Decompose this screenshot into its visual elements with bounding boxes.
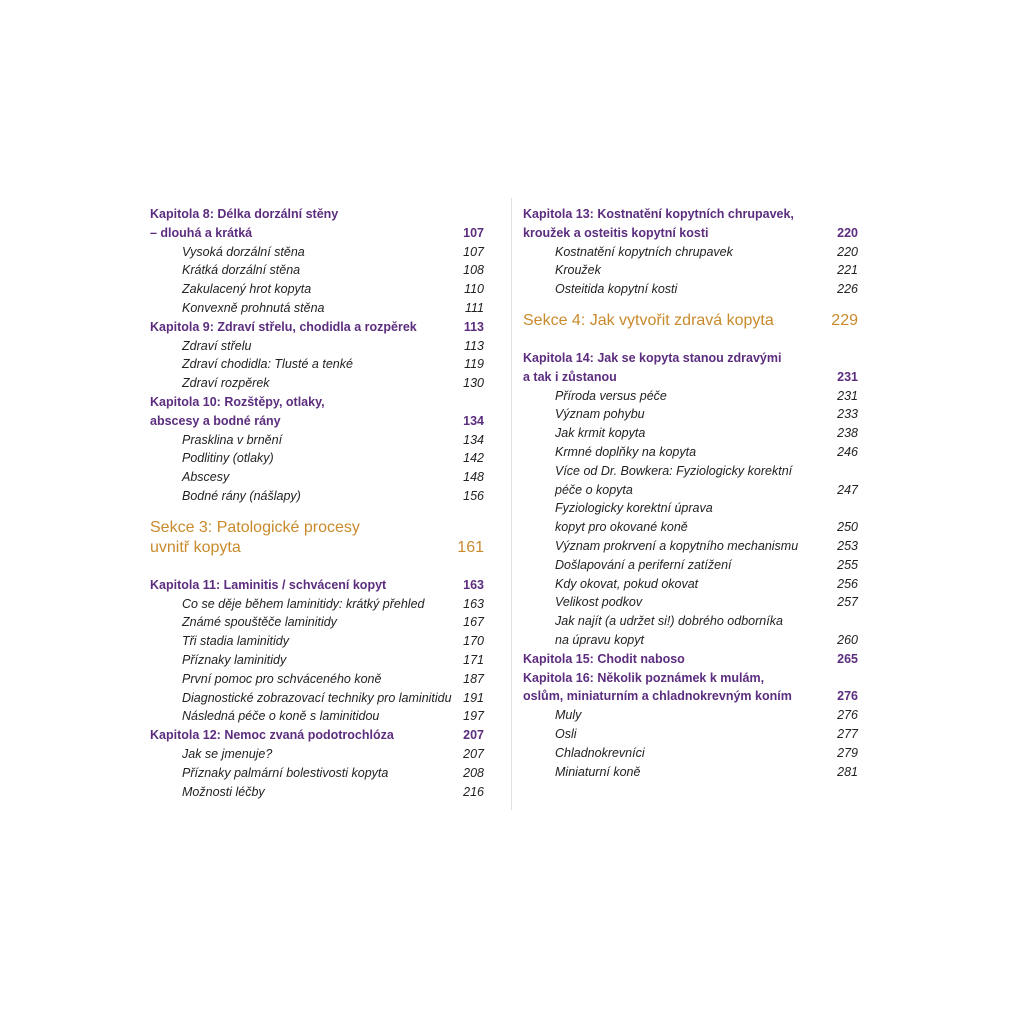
entry-label: Význam pohybu bbox=[555, 407, 645, 422]
entry-page: 148 bbox=[463, 470, 484, 485]
toc-entry bbox=[150, 431, 484, 450]
chapter-page: 163 bbox=[463, 577, 484, 592]
entry-label: Podlitiny (otlaky) bbox=[182, 451, 274, 466]
chapter-page: 207 bbox=[463, 728, 484, 743]
chapter-16 bbox=[523, 669, 858, 707]
section-title: Sekce 4: Jak vytvořit zdravá kopyta bbox=[523, 311, 774, 329]
entry-label: Příznaky palmární bolestivosti kopyta bbox=[182, 765, 389, 780]
chapter-page: 265 bbox=[837, 651, 858, 666]
toc-column-left bbox=[150, 205, 484, 801]
entry-label: Diagnostické zobrazovací techniky pro laminitidu bbox=[182, 690, 452, 705]
entry-page: 156 bbox=[463, 488, 484, 503]
toc-entry bbox=[150, 280, 484, 299]
chapter-page: 220 bbox=[837, 225, 858, 240]
entry-page: 107 bbox=[463, 244, 484, 259]
entry-label: Co se děje během laminitidy: krátký přehled bbox=[182, 596, 425, 611]
entry-label: Prasklina v brnění bbox=[182, 432, 283, 447]
entry-label: Osteitida kopytní kosti bbox=[555, 282, 678, 297]
entry-label: Tři stadia laminitidy bbox=[182, 634, 289, 649]
entry-label: Miniaturní koně bbox=[555, 764, 641, 779]
toc-entry bbox=[523, 443, 858, 462]
entry-label: Zdraví chodidla: Tlusté a tenké bbox=[182, 357, 353, 372]
entry-page: 111 bbox=[464, 300, 484, 315]
entry-label: Zdraví střelu bbox=[182, 338, 252, 353]
entry-label: Došlapování a periferní zatížení bbox=[555, 557, 732, 572]
entry-label: Zdraví rozpěrek bbox=[182, 376, 270, 391]
entry-label: Chladnokrevníci bbox=[555, 745, 645, 760]
toc-entry bbox=[150, 745, 484, 764]
entry-page: 257 bbox=[837, 595, 858, 610]
entry-label: Osli bbox=[555, 726, 577, 741]
entry-label: Jak se jmenuje? bbox=[182, 746, 273, 761]
entry-label: Možnosti léčby bbox=[182, 784, 265, 799]
toc-entry bbox=[150, 487, 484, 506]
toc-entry bbox=[150, 374, 484, 393]
toc-entry-multiline bbox=[523, 499, 858, 537]
entry-label: Kostnatění kopytních chrupavek bbox=[555, 244, 733, 259]
chapter-title-cont: a tak i zůstanou bbox=[523, 369, 617, 384]
entry-label: Muly bbox=[555, 708, 582, 723]
entry-page: 170 bbox=[463, 634, 484, 649]
entry-page: 197 bbox=[463, 709, 484, 724]
entry-label: Význam prokrvení a kopytního mechanismu bbox=[555, 538, 799, 553]
entry-label: Následná péče o koně s laminitidou bbox=[182, 709, 380, 724]
entry-label: Velikost podkov bbox=[555, 595, 643, 610]
entry-page: 246 bbox=[837, 444, 858, 459]
column-divider bbox=[511, 198, 512, 810]
section-page: 161 bbox=[457, 538, 484, 556]
chapter-page: 276 bbox=[837, 689, 858, 704]
entry-label: Krátká dorzální stěna bbox=[182, 263, 301, 278]
toc-entry bbox=[150, 299, 484, 318]
chapter-14 bbox=[523, 349, 858, 387]
entry-page: 167 bbox=[463, 615, 484, 630]
entry-page: 255 bbox=[837, 557, 858, 572]
section-3 bbox=[150, 518, 484, 558]
toc-entry bbox=[523, 706, 858, 725]
entry-page: 171 bbox=[463, 652, 484, 667]
entry-label: Kroužek bbox=[555, 263, 601, 278]
entry-page: 207 bbox=[463, 746, 484, 761]
chapter-15 bbox=[523, 650, 858, 669]
entry-page: 142 bbox=[463, 451, 484, 466]
entry-label: Kdy okovat, pokud okovat bbox=[555, 576, 699, 591]
entry-page: 134 bbox=[463, 432, 484, 447]
entry-label: První pomoc pro schváceného koně bbox=[182, 671, 382, 686]
entry-label: Jak najít (a udržet si!) dobrého odborníka bbox=[555, 614, 783, 629]
section-page: 229 bbox=[831, 311, 858, 329]
entry-page: 277 bbox=[837, 726, 858, 741]
toc-entry bbox=[150, 613, 484, 632]
chapter-13 bbox=[523, 205, 858, 243]
chapter-8 bbox=[150, 205, 484, 243]
toc-entry bbox=[150, 783, 484, 802]
entry-page: 191 bbox=[463, 690, 484, 705]
entry-label-cont: kopyt pro okované koně bbox=[555, 520, 688, 535]
entry-page: 221 bbox=[837, 263, 858, 278]
chapter-title: Kapitola 16: Několik poznámek k mulám, bbox=[523, 670, 765, 685]
toc-entry bbox=[150, 468, 484, 487]
entry-page: 216 bbox=[463, 784, 484, 799]
entry-label: Více od Dr. Bowkera: Fyziologicky korektní bbox=[555, 463, 793, 478]
section-title: Sekce 3: Patologické procesy bbox=[150, 518, 360, 536]
chapter-title: Kapitola 9: Zdraví střelu, chodidla a rozpěrek bbox=[150, 319, 417, 334]
entry-page: 226 bbox=[837, 282, 858, 297]
entry-page: 253 bbox=[837, 538, 858, 553]
chapter-title-cont: – dlouhá a krátká bbox=[150, 225, 253, 240]
chapter-12 bbox=[150, 726, 484, 745]
chapter-10 bbox=[150, 393, 484, 431]
entry-page: 113 bbox=[464, 338, 484, 353]
entry-page: 130 bbox=[463, 376, 484, 391]
entry-label: Abscesy bbox=[182, 470, 230, 485]
chapter-title-cont: kroužek a osteitis kopytní kosti bbox=[523, 225, 709, 240]
entry-page: 279 bbox=[837, 745, 858, 760]
toc-entry bbox=[150, 337, 484, 356]
entry-label: Příznaky laminitidy bbox=[182, 652, 287, 667]
entry-page: 187 bbox=[463, 671, 484, 686]
entry-label: Známé spouštěče laminitidy bbox=[182, 615, 337, 630]
entry-page: 260 bbox=[837, 632, 858, 647]
entry-page: 119 bbox=[464, 357, 484, 372]
toc-entry bbox=[523, 763, 858, 782]
entry-page: 256 bbox=[837, 576, 858, 591]
toc-entry-multiline bbox=[523, 612, 858, 650]
entry-page: 163 bbox=[463, 596, 484, 611]
entry-label: Fyziologicky korektní úprava bbox=[555, 501, 713, 516]
chapter-title: Kapitola 13: Kostnatění kopytních chrupavek, bbox=[523, 207, 794, 221]
toc-entry bbox=[523, 424, 858, 443]
chapter-title: Kapitola 12: Nemoc zvaná podotrochlóza bbox=[150, 728, 394, 743]
chapter-page: 107 bbox=[463, 225, 484, 240]
chapter-title: Kapitola 8: Délka dorzální stěny bbox=[150, 207, 339, 221]
entry-label: Vysoká dorzální stěna bbox=[182, 244, 305, 259]
entry-label-cont: na úpravu kopyt bbox=[555, 632, 644, 647]
chapter-page: 231 bbox=[837, 369, 858, 384]
toc-entry bbox=[150, 670, 484, 689]
toc-entry bbox=[150, 449, 484, 468]
entry-page: 220 bbox=[837, 244, 858, 259]
toc-entry bbox=[150, 764, 484, 783]
entry-page: 247 bbox=[837, 482, 858, 497]
toc-entry bbox=[523, 280, 858, 299]
entry-page: 276 bbox=[837, 708, 858, 723]
toc-entry bbox=[523, 261, 858, 280]
chapter-title-cont: oslům, miniaturním a chladnokrevným koním bbox=[523, 689, 792, 704]
entry-label-cont: péče o kopyta bbox=[555, 482, 633, 497]
toc-entry bbox=[150, 651, 484, 670]
toc-entry bbox=[523, 593, 858, 612]
entry-label: Příroda versus péče bbox=[555, 388, 667, 403]
toc-entry bbox=[523, 387, 858, 406]
toc-entry bbox=[150, 632, 484, 651]
entry-page: 233 bbox=[837, 407, 858, 422]
entry-page: 110 bbox=[464, 282, 484, 297]
chapter-title-cont: abscesy a bodné rány bbox=[150, 413, 281, 428]
toc-entry bbox=[523, 537, 858, 556]
toc-entry bbox=[150, 261, 484, 280]
toc-entry bbox=[523, 556, 858, 575]
entry-label: Konvexně prohnutá stěna bbox=[182, 300, 325, 315]
entry-label: Krmné doplňky na kopyta bbox=[555, 444, 697, 459]
chapter-page: 134 bbox=[463, 413, 484, 428]
chapter-9 bbox=[150, 318, 484, 337]
chapter-title: Kapitola 15: Chodit naboso bbox=[523, 651, 685, 666]
entry-page: 238 bbox=[837, 426, 858, 441]
entry-page: 231 bbox=[837, 388, 858, 403]
entry-label: Jak krmit kopyta bbox=[555, 426, 646, 441]
toc-entry bbox=[150, 689, 484, 708]
toc-entry bbox=[150, 243, 484, 262]
entry-page: 281 bbox=[837, 764, 858, 779]
chapter-title: Kapitola 11: Laminitis / schvácení kopyt bbox=[150, 577, 387, 592]
entry-label: Bodné rány (nášlapy) bbox=[182, 488, 301, 503]
toc-entry-multiline bbox=[523, 462, 858, 500]
entry-page: 208 bbox=[463, 765, 484, 780]
toc-entry bbox=[523, 744, 858, 763]
chapter-title: Kapitola 10: Rozštěpy, otlaky, bbox=[150, 394, 325, 409]
chapter-11 bbox=[150, 576, 484, 595]
chapter-page: 113 bbox=[463, 319, 484, 334]
section-4 bbox=[523, 311, 858, 331]
chapter-title: Kapitola 14: Jak se kopyta stanou zdravými bbox=[523, 350, 782, 365]
entry-label: Zakulacený hrot kopyta bbox=[182, 282, 312, 297]
toc-entry bbox=[523, 405, 858, 424]
toc-entry bbox=[523, 243, 858, 262]
toc-entry bbox=[150, 707, 484, 726]
toc-entry bbox=[150, 595, 484, 614]
toc-column-right bbox=[523, 205, 858, 781]
section-title-cont: uvnitř kopyta bbox=[150, 538, 241, 556]
toc-entry bbox=[150, 355, 484, 374]
entry-page: 108 bbox=[463, 263, 484, 278]
toc-entry bbox=[523, 575, 858, 594]
entry-page: 250 bbox=[837, 520, 858, 535]
toc-entry bbox=[523, 725, 858, 744]
